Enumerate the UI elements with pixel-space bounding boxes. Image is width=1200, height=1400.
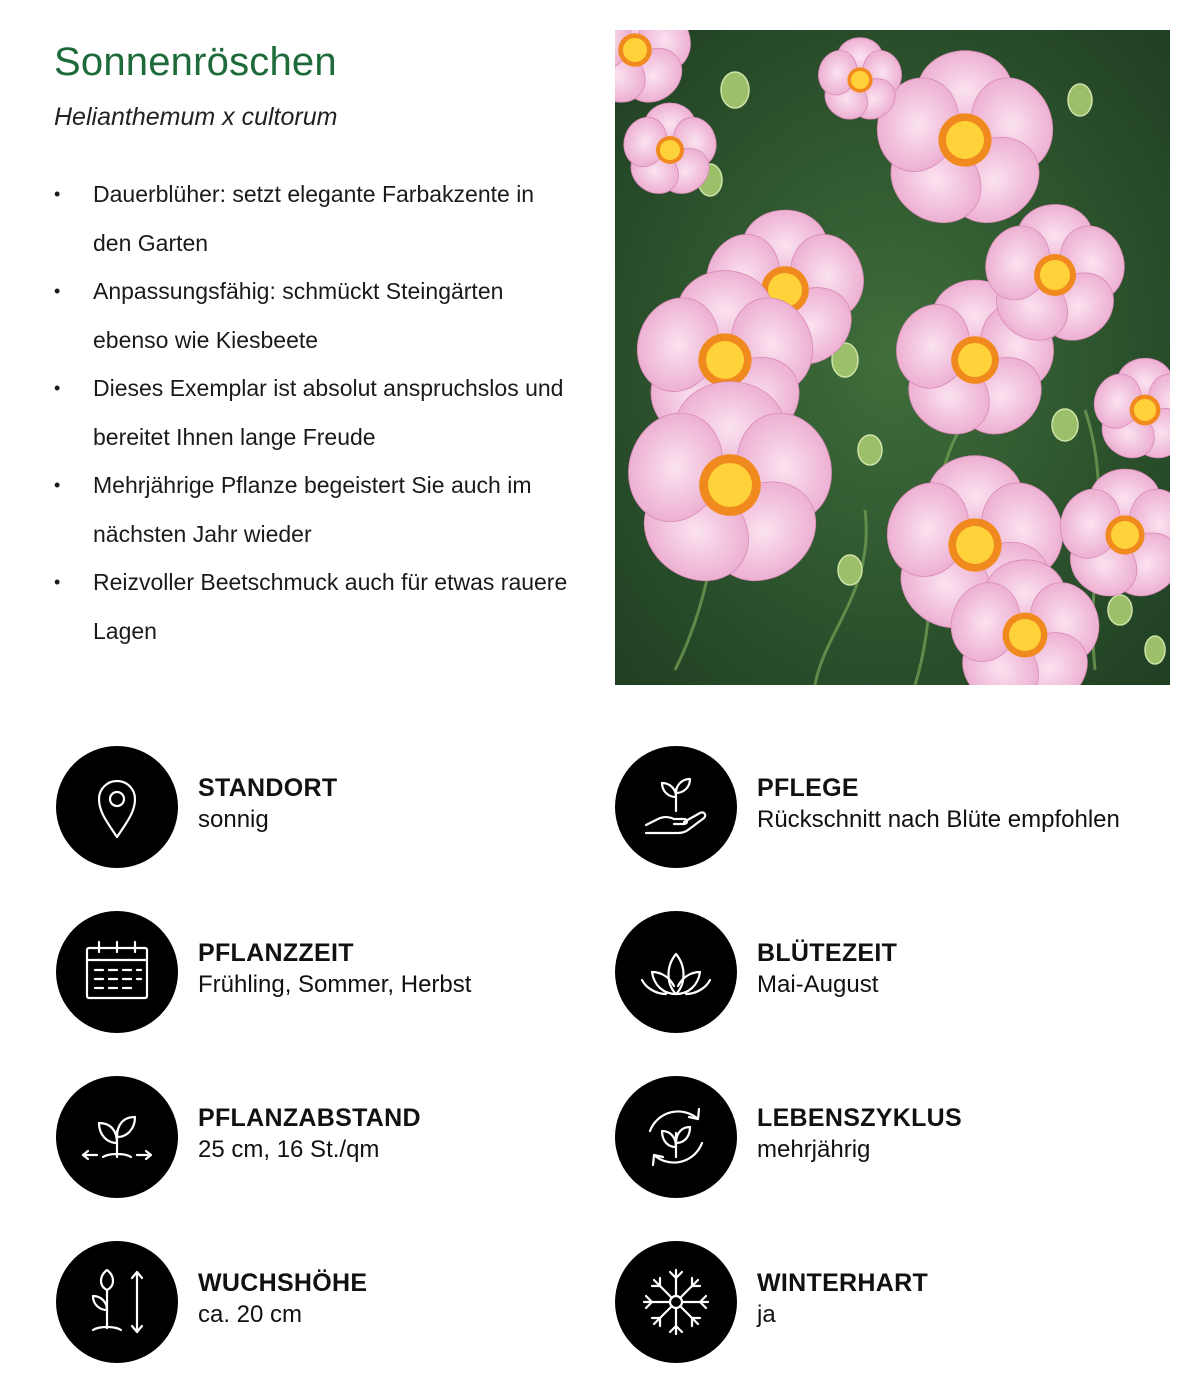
flower-photo-illustration [615,30,1170,685]
attribute-wuchshoehe [56,1241,616,1363]
calendar-icon [56,911,178,1033]
attribute-standort [56,746,616,868]
attribute-lebenszyklus [615,1076,1175,1198]
latin-name: Helianthemum x cultorum [54,103,338,131]
bullet-icon: • [54,475,61,495]
snowflake-icon [615,1241,737,1363]
lotus-flower-icon [615,911,737,1033]
hand-seedling-icon [615,746,737,868]
feature-text: Dauerblüher: setzt elegante Farbakzente in den Garten [93,181,535,256]
attribute-value: Frühling, Sommer, Herbst [198,971,472,998]
attribute-value: 25 cm, 16 St./qm [198,1136,380,1163]
feature-item [54,558,574,655]
attribute-bluetezeit [615,911,1175,1033]
plant-spacing-icon [56,1076,178,1198]
feature-text: Reizvoller Beetschmuck auch für etwas rauere Lagen [93,569,568,644]
attribute-value: ja [757,1301,776,1328]
bullet-icon: • [54,572,61,592]
attribute-value: Mai-August [757,971,879,998]
feature-text: Anpassungsfähig: schmückt Steingärten ebenso wie Kiesbeete [93,278,504,353]
perennial-cycle-icon [615,1076,737,1198]
bullet-icon: • [54,378,61,398]
attribute-value: mehrjährig [757,1136,871,1163]
attribute-label: PFLANZZEIT [198,939,354,967]
attribute-value: ca. 20 cm [198,1301,303,1328]
attribute-label: WINTERHART [757,1269,929,1297]
feature-list [54,170,574,655]
attribute-pflege [615,746,1175,868]
attribute-label: STANDORT [198,774,338,802]
attribute-value: sonnig [198,806,269,833]
attribute-winterhart [615,1241,1175,1363]
feature-text: Mehrjährige Pflanze begeistert Sie auch im nächsten Jahr wieder [93,472,532,547]
bullet-icon: • [54,281,61,301]
feature-item [54,170,574,267]
attribute-pflanzzeit [56,911,616,1033]
attribute-label: BLÜTEZEIT [757,939,898,967]
attribute-label: PFLEGE [757,774,859,802]
attribute-value: Rückschnitt nach Blüte empfohlen [757,806,1120,833]
bullet-icon: • [54,184,61,204]
product-photo [615,30,1170,685]
feature-item [54,461,574,558]
attribute-label: LEBENSZYKLUS [757,1104,963,1132]
page-title: Sonnenröschen [54,40,337,84]
location-pin-icon [56,746,178,868]
feature-text: Dieses Exemplar ist absolut anspruchslos und bereitet Ihnen lange Freude [93,375,564,450]
feature-item [54,267,574,364]
plant-height-icon [56,1241,178,1363]
attribute-label: PFLANZABSTAND [198,1104,421,1132]
attribute-label: WUCHSHÖHE [198,1269,368,1297]
attribute-pflanzabstand [56,1076,616,1198]
feature-item [54,364,574,461]
